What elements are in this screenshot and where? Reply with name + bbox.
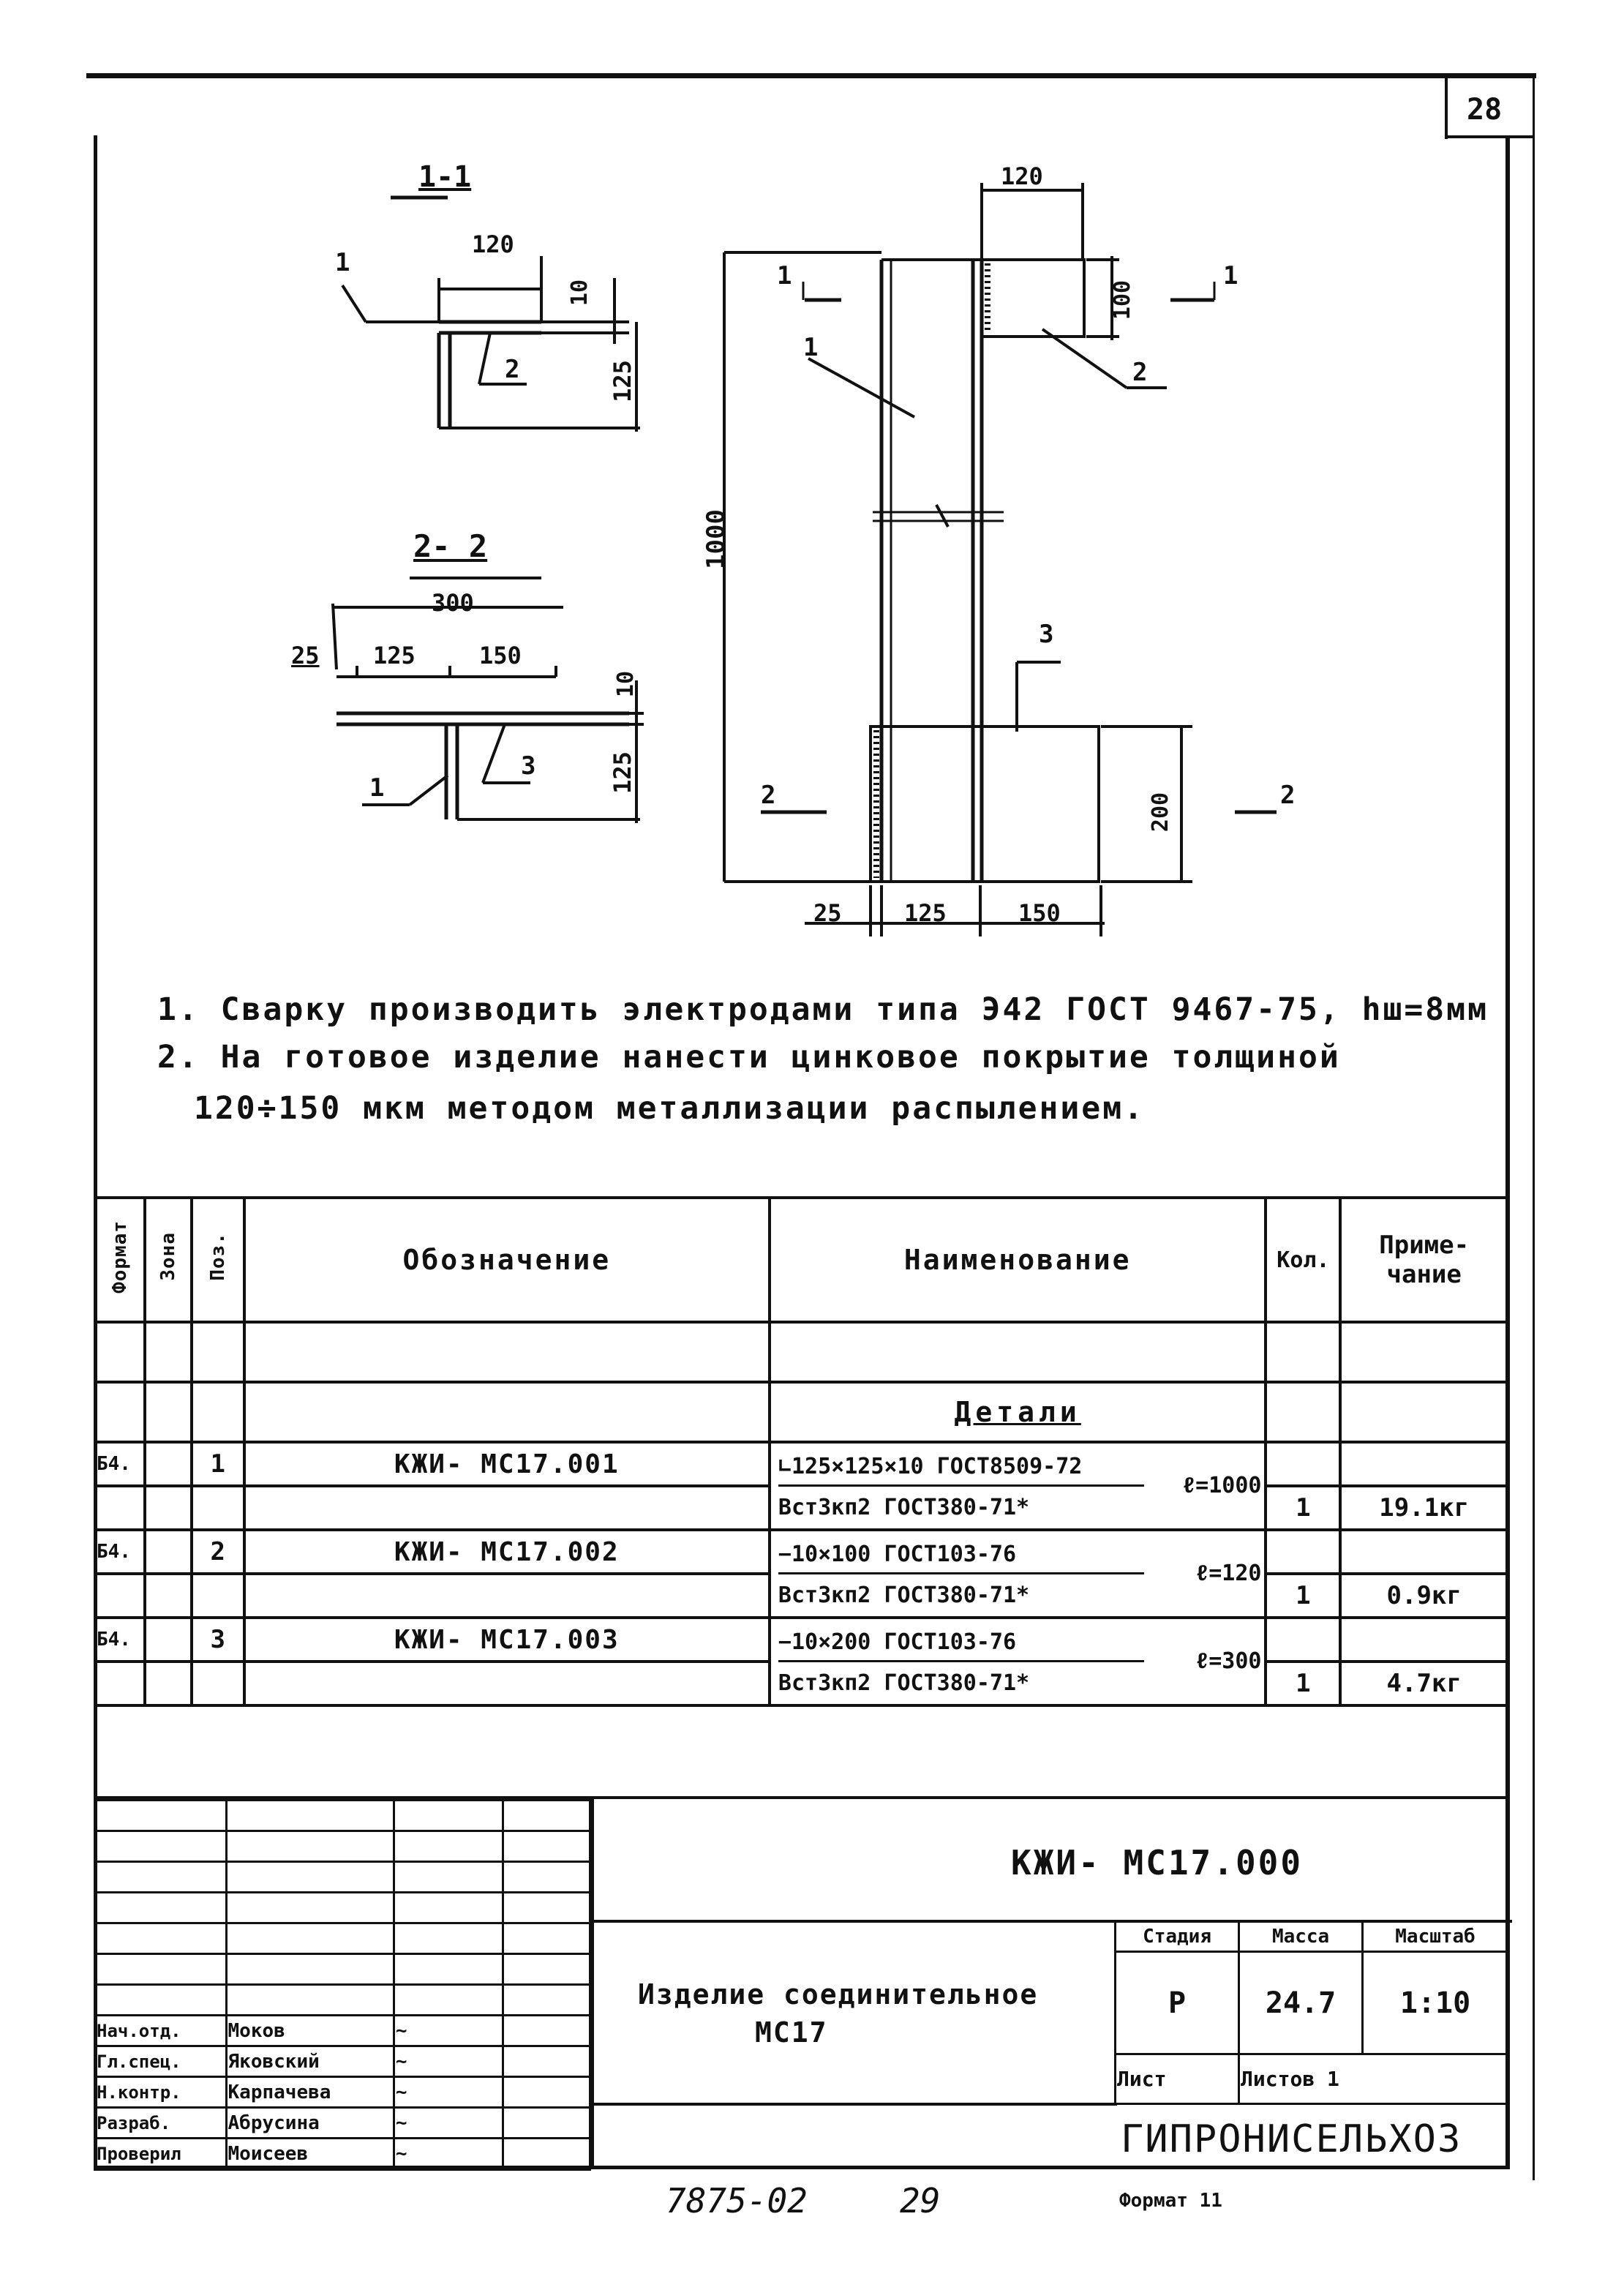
elevation-dim-125: 125 xyxy=(904,899,947,927)
elevation-total-height-dim: 1000 xyxy=(701,509,731,569)
elevation-dim-25: 25 xyxy=(813,899,842,927)
scale-label: Масштаб xyxy=(1363,1921,1508,1952)
row3-length: ℓ=300 xyxy=(1195,1648,1262,1674)
row1-qty: 1 xyxy=(1266,1486,1340,1530)
row1-format: Б4. xyxy=(95,1442,145,1486)
row2-designation: КЖИ- МС17.002 xyxy=(244,1530,770,1574)
elevation-cut2-left: 2 xyxy=(761,781,776,810)
row1-note: 19.1кг xyxy=(1340,1486,1508,1530)
row3-designation: КЖИ- МС17.003 xyxy=(244,1618,770,1662)
stage-label: Стадия xyxy=(1116,1921,1239,1952)
stage-value: Р xyxy=(1116,1952,1239,2054)
org-cell xyxy=(591,2103,1512,2169)
section-1-1-pos1: 1 xyxy=(335,248,350,277)
section-2-2-title: 2- 2 xyxy=(413,528,488,564)
row1-name-bottom: Вст3кп2 ГОСТ380-71* xyxy=(778,1495,1030,1520)
row2-name-top: −10×100 ГОСТ103-76 xyxy=(778,1542,1017,1567)
row1-name-top: ∟125×125×10 ГОСТ8509-72 xyxy=(778,1454,1083,1479)
signature-mark: ~ xyxy=(394,2139,503,2170)
row1-designation: КЖИ- МС17.001 xyxy=(244,1442,770,1486)
signature-mark: ~ xyxy=(394,2016,503,2046)
row1-name xyxy=(770,1442,1266,1530)
note-1: 1. Сварку производить электродами типа Э42 ГОСТ 9467-75, hш=8мм xyxy=(157,991,1489,1028)
row1-length: ℓ=1000 xyxy=(1182,1473,1262,1498)
section-2-2-dim-150: 150 xyxy=(479,642,522,669)
org-name: ГИПРОНИСЕЛЬХОЗ xyxy=(1121,2117,1462,2161)
note-3: 120÷150 мкм методом металлизации распылением. xyxy=(194,1090,1145,1127)
row3-name-bottom: Вст3кп2 ГОСТ380-71* xyxy=(778,1670,1030,1696)
row3-note: 4.7кг xyxy=(1340,1662,1508,1705)
title-block xyxy=(94,1796,1509,2169)
elevation-dim-150: 150 xyxy=(1018,899,1061,927)
elevation-cut1-left: 1 xyxy=(777,261,792,290)
row3-qty: 1 xyxy=(1266,1662,1340,1705)
stage-mass-scale-grid xyxy=(1114,1920,1509,2105)
sig-role-5: Проверил xyxy=(95,2139,227,2170)
sig-role-1: Нач.отд. xyxy=(95,2016,227,2046)
header-qty: Кол. xyxy=(1266,1198,1340,1322)
row1-pos: 1 xyxy=(192,1442,244,1486)
elevation-pos1: 1 xyxy=(803,333,819,362)
signature-mark: ~ xyxy=(394,2108,503,2139)
doc-code-cell xyxy=(591,1799,1512,1923)
header-designation: Обозначение xyxy=(244,1198,770,1322)
item-name-line1: Изделие соединительное xyxy=(638,1978,1039,2011)
header-pos: Поз. xyxy=(192,1198,244,1322)
sig-role-3: Н.контр. xyxy=(95,2077,227,2108)
row2-qty: 1 xyxy=(1266,1574,1340,1618)
row2-name xyxy=(770,1530,1266,1618)
item-name-cell xyxy=(591,1920,1117,2106)
elevation-top-height-dim: 100 xyxy=(1110,279,1136,320)
elevation-pos2: 2 xyxy=(1132,358,1148,387)
signature-grid xyxy=(94,1799,591,2171)
sig-name-2: Яковский xyxy=(226,2046,394,2077)
row3-format: Б4. xyxy=(95,1618,145,1662)
sig-role-4: Разраб. xyxy=(95,2108,227,2139)
sig-name-3: Карпачева xyxy=(226,2077,394,2108)
signature-mark: ~ xyxy=(394,2077,503,2108)
section-1-1-thickness-dim: 10 xyxy=(567,279,593,307)
header-note: Приме-чание xyxy=(1340,1198,1508,1322)
footer-page: 29 xyxy=(900,2181,941,2220)
sheet-label: Лист xyxy=(1116,2054,1239,2104)
footer-code: 7875-02 xyxy=(666,2181,808,2220)
header-zone: Зона xyxy=(145,1198,192,1322)
elevation-cut2-right: 2 xyxy=(1280,781,1296,810)
sig-name-5: Моисеев xyxy=(226,2139,394,2170)
section-2-2-height-dim: 125 xyxy=(608,751,636,794)
section-1-1-width-dim: 120 xyxy=(472,230,514,258)
scale-value: 1:10 xyxy=(1363,1952,1508,2054)
signature-mark: ~ xyxy=(394,2046,503,2077)
section-1-1-pos2: 2 xyxy=(505,355,520,384)
section-2-2-dim-25: 25 xyxy=(291,642,320,669)
row2-length: ℓ=120 xyxy=(1195,1561,1262,1586)
footer-format: Формат 11 xyxy=(1119,2190,1222,2212)
doc-code: КЖИ- МС17.000 xyxy=(1011,1843,1304,1882)
header-name: Наименование xyxy=(770,1198,1266,1322)
row2-note: 0.9кг xyxy=(1340,1574,1508,1618)
sheet-number: 28 xyxy=(1467,93,1503,127)
row3-pos: 3 xyxy=(192,1618,244,1662)
item-name-line2: МС17 xyxy=(755,2016,828,2049)
section-2-2-pos3: 3 xyxy=(521,751,536,781)
elevation-bottom-height-dim: 200 xyxy=(1148,792,1174,833)
row3-name xyxy=(770,1618,1266,1705)
row2-pos: 2 xyxy=(192,1530,244,1574)
mass-label: Масса xyxy=(1239,1921,1363,1952)
sheets-label: Листов 1 xyxy=(1239,2054,1508,2104)
row3-name-top: −10×200 ГОСТ103-76 xyxy=(778,1629,1017,1655)
section-2-2-pos1: 1 xyxy=(369,773,385,803)
sig-role-2: Гл.спец. xyxy=(95,2046,227,2077)
row2-format: Б4. xyxy=(95,1530,145,1574)
note-2: 2. На готовое изделие нанести цинковое покрытие толщиной xyxy=(157,1039,1341,1075)
specification-table xyxy=(94,1196,1509,1707)
header-format: Формат xyxy=(95,1198,145,1322)
section-1-1-title: 1-1 xyxy=(418,160,472,194)
sig-name-1: Моков xyxy=(226,2016,394,2046)
section-1-1-height-dim: 125 xyxy=(608,360,636,402)
section-title-details: Детали xyxy=(770,1382,1266,1442)
elevation-cut1-right: 1 xyxy=(1223,261,1238,290)
elevation-top-width-dim: 120 xyxy=(1001,162,1043,190)
section-2-2-dim-125: 125 xyxy=(373,642,416,669)
row2-name-bottom: Вст3кп2 ГОСТ380-71* xyxy=(778,1583,1030,1608)
sig-name-4: Абрусина xyxy=(226,2108,394,2139)
section-2-2-thickness-dim: 10 xyxy=(613,670,639,698)
section-2-2-total-dim: 300 xyxy=(432,589,474,617)
elevation-pos3: 3 xyxy=(1039,620,1054,649)
mass-value: 24.7 xyxy=(1239,1952,1363,2054)
